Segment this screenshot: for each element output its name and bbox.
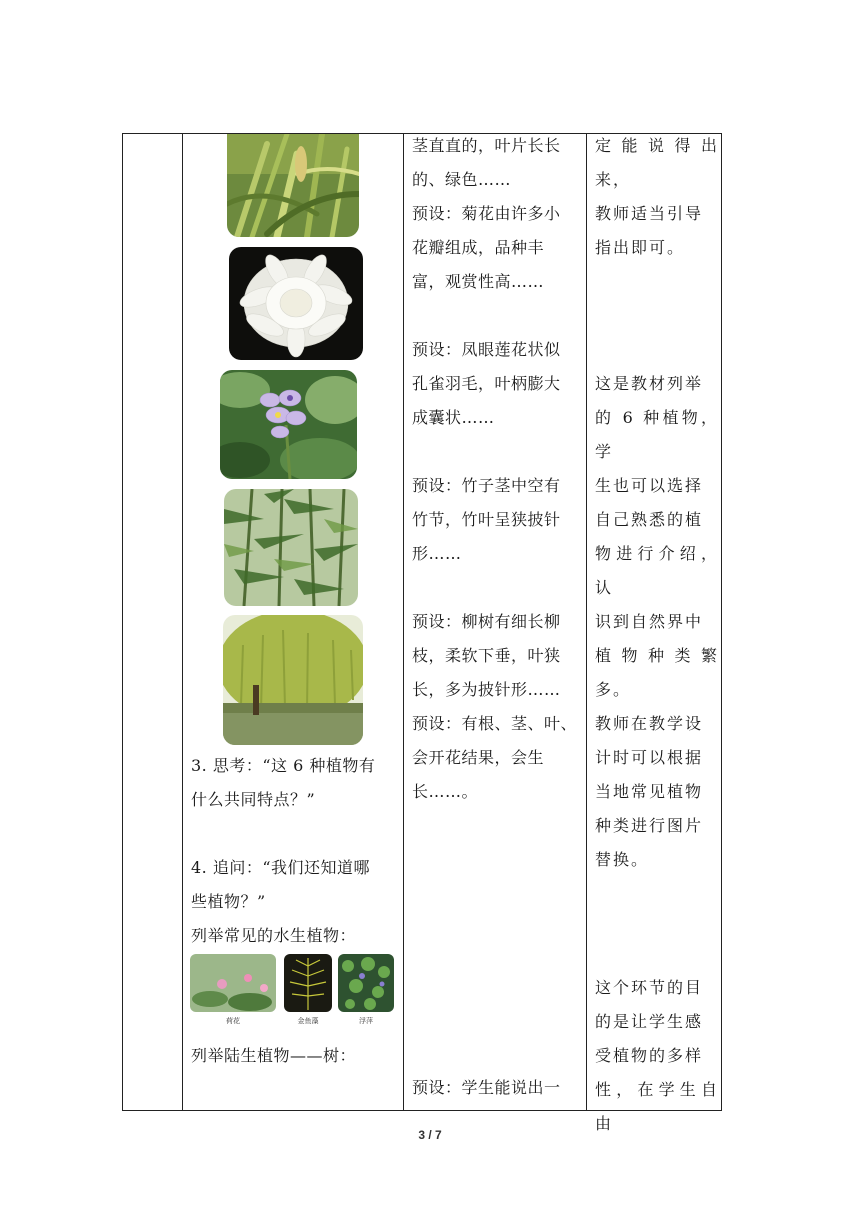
answer-line: 预设：学生能说出一 [412,1078,561,1097]
answer-line: 茎直直的，叶片长长 [412,136,561,155]
expected-answers-text [412,129,580,809]
question-3 [191,749,399,817]
answer-spacer [412,571,580,605]
white-chrysanthemum-photo [229,247,363,360]
answer-line: 预设：有根、茎、叶、 [412,714,578,733]
lotus-thumbnail [190,954,276,1026]
answer-line: 预设：柳树有细长柳 [412,612,561,631]
answer-line: 预设：菊花由许多小 [412,204,561,223]
page-number: 3 / 7 [418,1128,442,1142]
answer-line: 成囊状…… [412,408,495,427]
aquatic-plants-label: 列举常见的水生植物： [191,926,357,945]
bamboo-photo [224,489,358,606]
land-plants-label [191,1039,399,1073]
answer-line: 孔雀羽毛，叶柄膨大 [412,374,561,393]
answer-line: 形…… [412,544,462,563]
design-note-1 [595,129,719,265]
question-3-line-1: 3. 思考：“这 6 种植物有 [191,756,376,775]
activity-column [183,134,403,1110]
hornwort-caption: 金鱼藻 [297,1017,319,1025]
answer-line: 竹节，竹叶呈狭披针 [412,510,561,529]
note-line: 教师在教学设 [595,714,704,733]
note-line: 生也可以选择 [595,476,704,495]
note-line: 这个环节的目 [595,978,704,997]
answer-line: 枝，柔软下垂，叶狭 [412,646,561,665]
answer-line: 长，多为披针形…… [412,680,561,699]
answer-line: 长……。 [412,782,479,801]
note-line: 指出即可。 [595,238,686,257]
note-line: 性，在学生自由 [595,1080,719,1133]
note-line: 定能说得出来， [595,136,719,189]
note-line: 物进行介绍，认 [595,544,719,597]
answer-line: 预设：竹子茎中空有 [412,476,561,495]
answer-line: 富，观赏性高…… [412,272,545,291]
answer-spacer [412,435,580,469]
note-line: 受植物的多样 [595,1046,704,1065]
question-4-line-1: 4. 追问：“我们还知道哪 [191,858,371,877]
note-line: 的 6 种植物，学 [595,408,719,461]
answer-line: 花瓣组成，品种丰 [412,238,545,257]
note-line: 教师适当引导 [595,204,704,223]
answer-line: 的、绿色…… [412,170,512,189]
question-4-line-2: 些植物？” [191,892,266,911]
answer-spacer [412,299,580,333]
answer-line: 会开花结果，会生 [412,748,545,767]
corn-plant-photo [227,134,359,237]
note-line: 当地常见植物 [595,782,704,801]
hornwort-thumbnail [284,954,332,1026]
lesson-table [122,133,722,1133]
expected-answers-column [404,134,586,1110]
question-3-line-2: 什么共同特点？” [191,790,316,809]
land-plants-text: 列举陆生植物——树： [191,1046,357,1065]
design-notes-column [587,134,722,1133]
willow-tree-photo [223,615,363,745]
note-line: 的是让学生感 [595,1012,704,1031]
note-line: 种类进行图片 [595,816,704,835]
note-line: 自己熟悉的植 [595,510,704,529]
water-hyacinth-photo [220,370,357,479]
duckweed-caption: 浮萍 [359,1017,373,1025]
question-4 [191,851,399,953]
note-line: 这是教材列举 [595,374,704,393]
duckweed-thumbnail [338,954,394,1026]
design-note-2 [595,367,719,877]
note-line: 植物种类繁多。 [595,646,719,699]
expected-answer-bottom [412,1071,580,1105]
note-line: 替换。 [595,850,650,869]
note-line: 计时可以根据 [595,748,704,767]
note-line: 识到自然界中 [595,612,704,631]
design-note-3 [595,971,719,1141]
column-a-cell [123,134,182,1110]
answer-line: 预设：凤眼莲花状似 [412,340,561,359]
lotus-caption: 荷花 [226,1017,240,1025]
